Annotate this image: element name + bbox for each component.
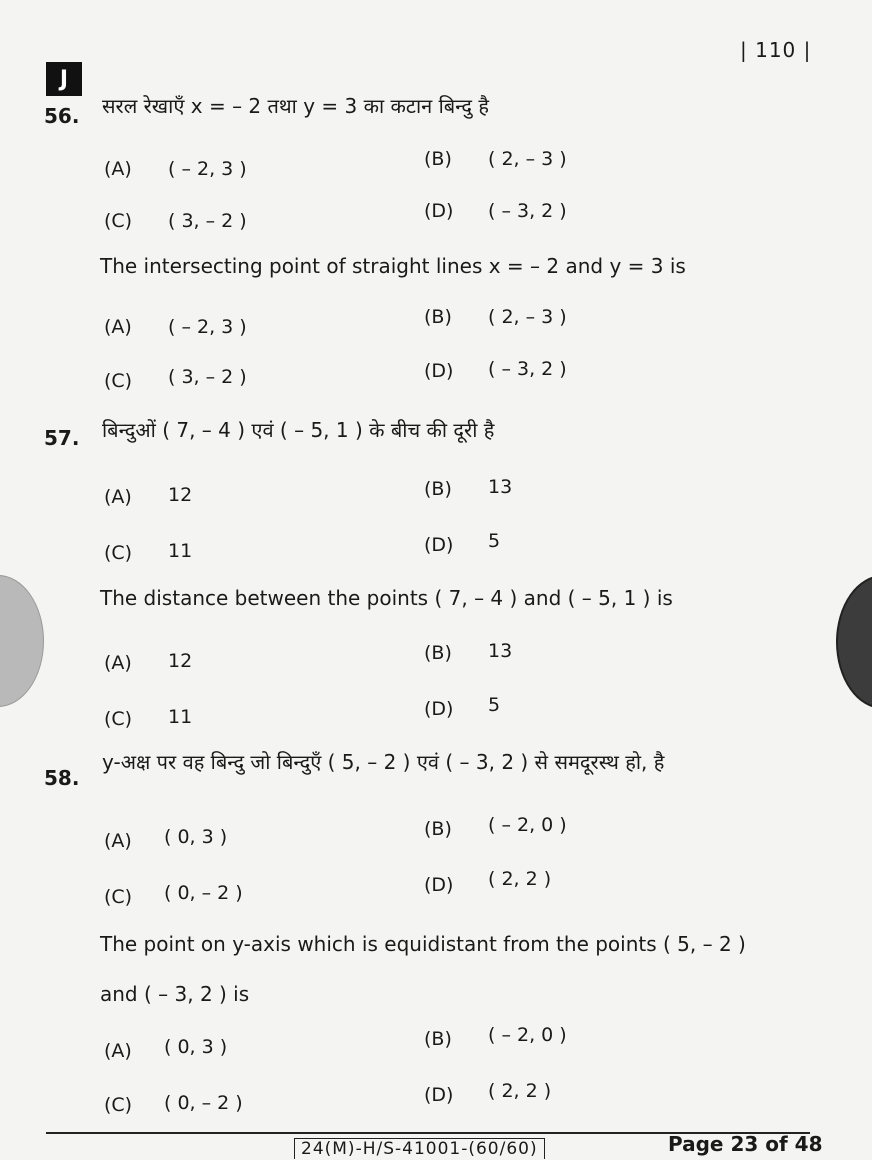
question-number: 57. bbox=[44, 426, 80, 450]
question-stem-english-continued: and ( – 3, 2 ) is bbox=[100, 982, 250, 1006]
option-letter: (B) bbox=[424, 818, 452, 840]
option-letter: (A) bbox=[104, 1040, 132, 1062]
option-value: ( 0, – 2 ) bbox=[164, 882, 243, 904]
option-value: 5 bbox=[488, 530, 501, 552]
option-letter: (A) bbox=[104, 830, 132, 852]
question-stem-english: The intersecting point of straight lines x = – 2 and y = 3 is bbox=[100, 254, 686, 278]
option-value: ( – 3, 2 ) bbox=[488, 358, 567, 380]
booklet-code: 24(M)-H/S-41001-(60/60) bbox=[294, 1138, 545, 1159]
option-value: ( – 2, 0 ) bbox=[488, 1024, 567, 1046]
option-value: ( – 3, 2 ) bbox=[488, 200, 567, 222]
option-letter: (D) bbox=[424, 698, 454, 720]
option-letter: (D) bbox=[424, 874, 454, 896]
option-letter: (D) bbox=[424, 360, 454, 382]
option-letter: (C) bbox=[104, 370, 133, 392]
option-letter: (B) bbox=[424, 306, 452, 328]
question-stem-english: The distance between the points ( 7, – 4 ) and ( – 5, 1 ) is bbox=[100, 586, 673, 610]
option-value: 12 bbox=[168, 650, 193, 672]
option-letter: (A) bbox=[104, 486, 132, 508]
question-number: 56. bbox=[44, 104, 80, 128]
option-letter: (D) bbox=[424, 200, 454, 222]
option-value: ( – 2, 3 ) bbox=[168, 316, 247, 338]
option-value: ( 2, – 3 ) bbox=[488, 148, 567, 170]
option-letter: (C) bbox=[104, 542, 133, 564]
option-value: ( – 2, 0 ) bbox=[488, 814, 567, 836]
option-value: 13 bbox=[488, 640, 513, 662]
option-value: ( 3, – 2 ) bbox=[168, 210, 247, 232]
option-letter: (B) bbox=[424, 148, 452, 170]
option-letter: (B) bbox=[424, 642, 452, 664]
option-value: ( – 2, 3 ) bbox=[168, 158, 247, 180]
option-value: 11 bbox=[168, 706, 193, 728]
question-stem-hindi: सरल रेखाएँ x = – 2 तथा y = 3 का कटान बिन्दु है bbox=[102, 94, 489, 118]
option-value: ( 2, – 3 ) bbox=[488, 306, 567, 328]
option-value: ( 3, – 2 ) bbox=[168, 366, 247, 388]
option-value: ( 2, 2 ) bbox=[488, 868, 552, 890]
option-letter: (A) bbox=[104, 652, 132, 674]
option-value: ( 0, 3 ) bbox=[164, 826, 228, 848]
option-letter: (C) bbox=[104, 886, 133, 908]
option-value: 13 bbox=[488, 476, 513, 498]
option-value: ( 0, – 2 ) bbox=[164, 1092, 243, 1114]
page-number: | 110 | bbox=[740, 38, 812, 62]
option-value: ( 0, 3 ) bbox=[164, 1036, 228, 1058]
set-code-badge: J bbox=[46, 62, 82, 96]
question-stem-hindi: बिन्दुओं ( 7, – 4 ) एवं ( – 5, 1 ) के बीच की दूरी है bbox=[102, 418, 495, 442]
option-letter: (A) bbox=[104, 316, 132, 338]
option-value: 12 bbox=[168, 484, 193, 506]
option-letter: (D) bbox=[424, 1084, 454, 1106]
option-letter: (B) bbox=[424, 478, 452, 500]
question-stem-english: The point on y-axis which is equidistant from the points ( 5, – 2 ) bbox=[100, 932, 746, 956]
punch-hole-right bbox=[836, 575, 872, 709]
option-letter: (C) bbox=[104, 708, 133, 730]
option-letter: (B) bbox=[424, 1028, 452, 1050]
option-letter: (C) bbox=[104, 1094, 133, 1116]
option-value: 5 bbox=[488, 694, 501, 716]
option-letter: (A) bbox=[104, 158, 132, 180]
option-value: 11 bbox=[168, 540, 193, 562]
option-letter: (C) bbox=[104, 210, 133, 232]
question-stem-hindi: y-अक्ष पर वह बिन्दु जो बिन्दुएँ ( 5, – 2 ) एवं ( – 3, 2 ) से समदूरस्थ हो, है bbox=[102, 750, 665, 774]
question-number: 58. bbox=[44, 766, 80, 790]
punch-hole-left bbox=[0, 575, 44, 707]
footer-page-number: Page 23 of 48 bbox=[668, 1132, 823, 1156]
option-letter: (D) bbox=[424, 534, 454, 556]
option-value: ( 2, 2 ) bbox=[488, 1080, 552, 1102]
